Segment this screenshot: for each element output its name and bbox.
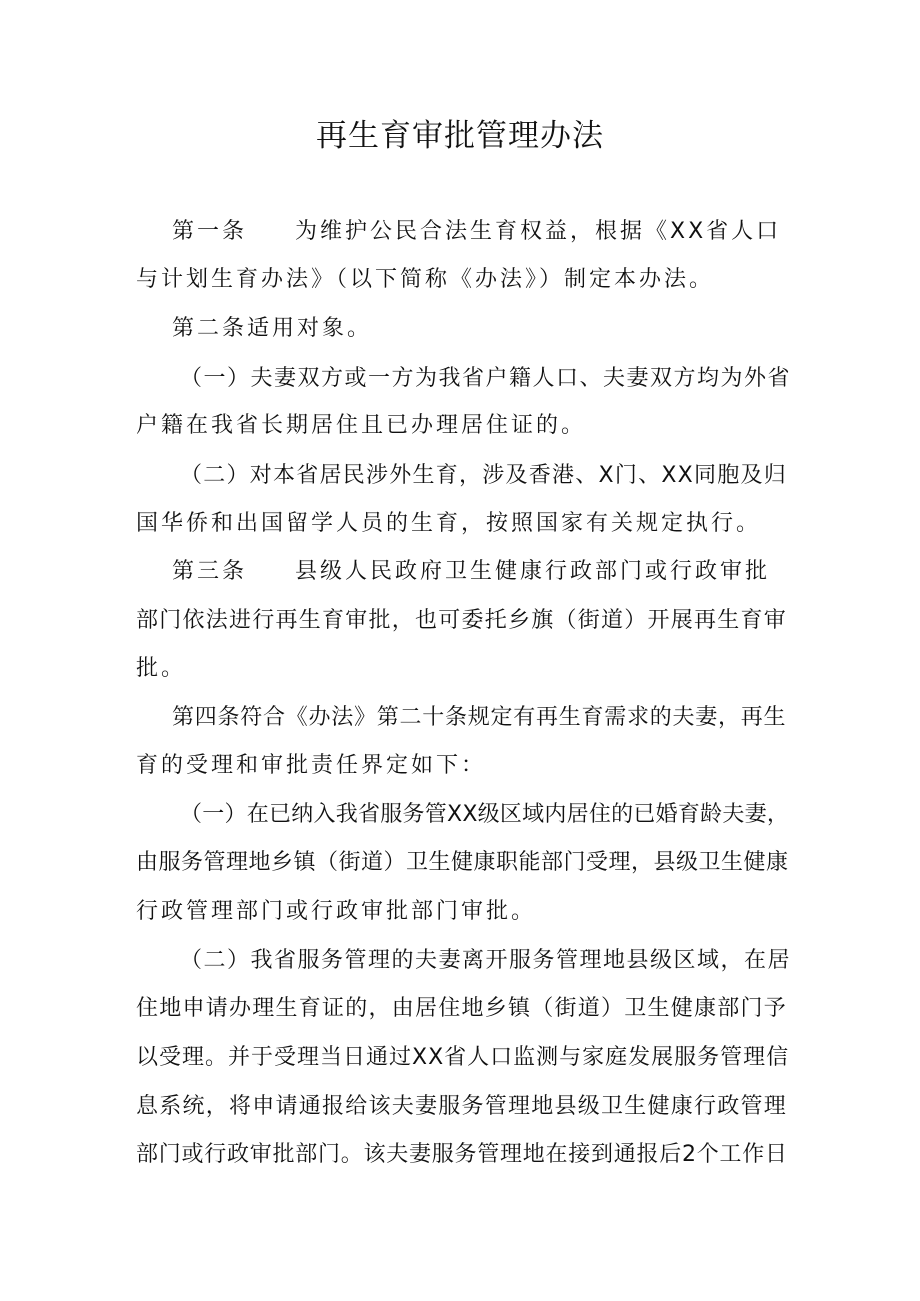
article-3-line-1 [172, 558, 770, 586]
article-3-text: 县级人民政府卫生健康行政部门或行政审批 [295, 559, 771, 584]
article-4-item-2-line-5: 部门或行政审批部门。该夫妻服务管理地在接到通报后2个工作日 [136, 1142, 788, 1167]
article-2-item-1-line-2: 户籍在我省长期居住且已办理居住证的。 [136, 413, 587, 438]
article-4-item-1-line-3: 行政管理部门或行政审批部门审批。 [136, 899, 537, 924]
article-4-line-1: 第四条符合《办法》第二十条规定有再生育需求的夫妻，再生 [172, 705, 787, 730]
article-4-item-2-line-1: （二）我省服务管理的夫妻离开服务管理地县级区域，在居 [180, 948, 792, 973]
article-4-item-2-line-2: 住地申请办理生育证的，由居住地乡镇（街道）卫生健康部门予 [136, 996, 788, 1021]
article-3-heading: 第三条 [172, 559, 248, 584]
article-2-heading: 第二条适用对象。 [172, 316, 373, 341]
article-4-item-1-line-2: 由服务管理地乡镇（街道）卫生健康职能部门受理，县级卫生健康 [136, 850, 789, 875]
article-1-line-1 [172, 218, 781, 246]
article-2-item-1-line-1: （一）夫妻双方或一方为我省户籍人口、夫妻双方均为外省 [180, 366, 792, 391]
article-1-text: 为维护公民合法生育权益，根据《XX省人口 [295, 219, 782, 244]
article-2-item-2-line-1: （二）对本省居民涉外生育，涉及香港、X门、XX同胞及归 [180, 463, 787, 488]
article-4-item-1-line-1: （一）在已纳入我省服务管XX级区域内居住的已婚育龄夫妻， [180, 802, 790, 827]
article-3-line-2: 部门依法进行再生育审批，也可委托乡旗（街道）开展再生育审 [136, 608, 788, 633]
document-title: 再生育审批管理办法 [316, 118, 604, 154]
article-3-line-3: 批。 [136, 656, 187, 681]
article-1-line-2: 与计划生育办法》（以下简称《办法》）制定本办法。 [136, 267, 715, 292]
article-4-item-2-line-3: 以受理。并于受理当日通过XX省人口监测与家庭发展服务管理信 [136, 1045, 790, 1070]
article-4-item-2-line-4: 息系统，将申请通报给该夫妻服务管理地县级卫生健康行政管理 [136, 1094, 788, 1119]
article-1-heading: 第一条 [172, 219, 248, 244]
article-2-item-2-line-2: 国华侨和出国留学人员的生育，按照国家有关规定执行。 [136, 511, 762, 536]
article-4-line-2: 育的受理和审批责任界定如下： [136, 753, 487, 778]
